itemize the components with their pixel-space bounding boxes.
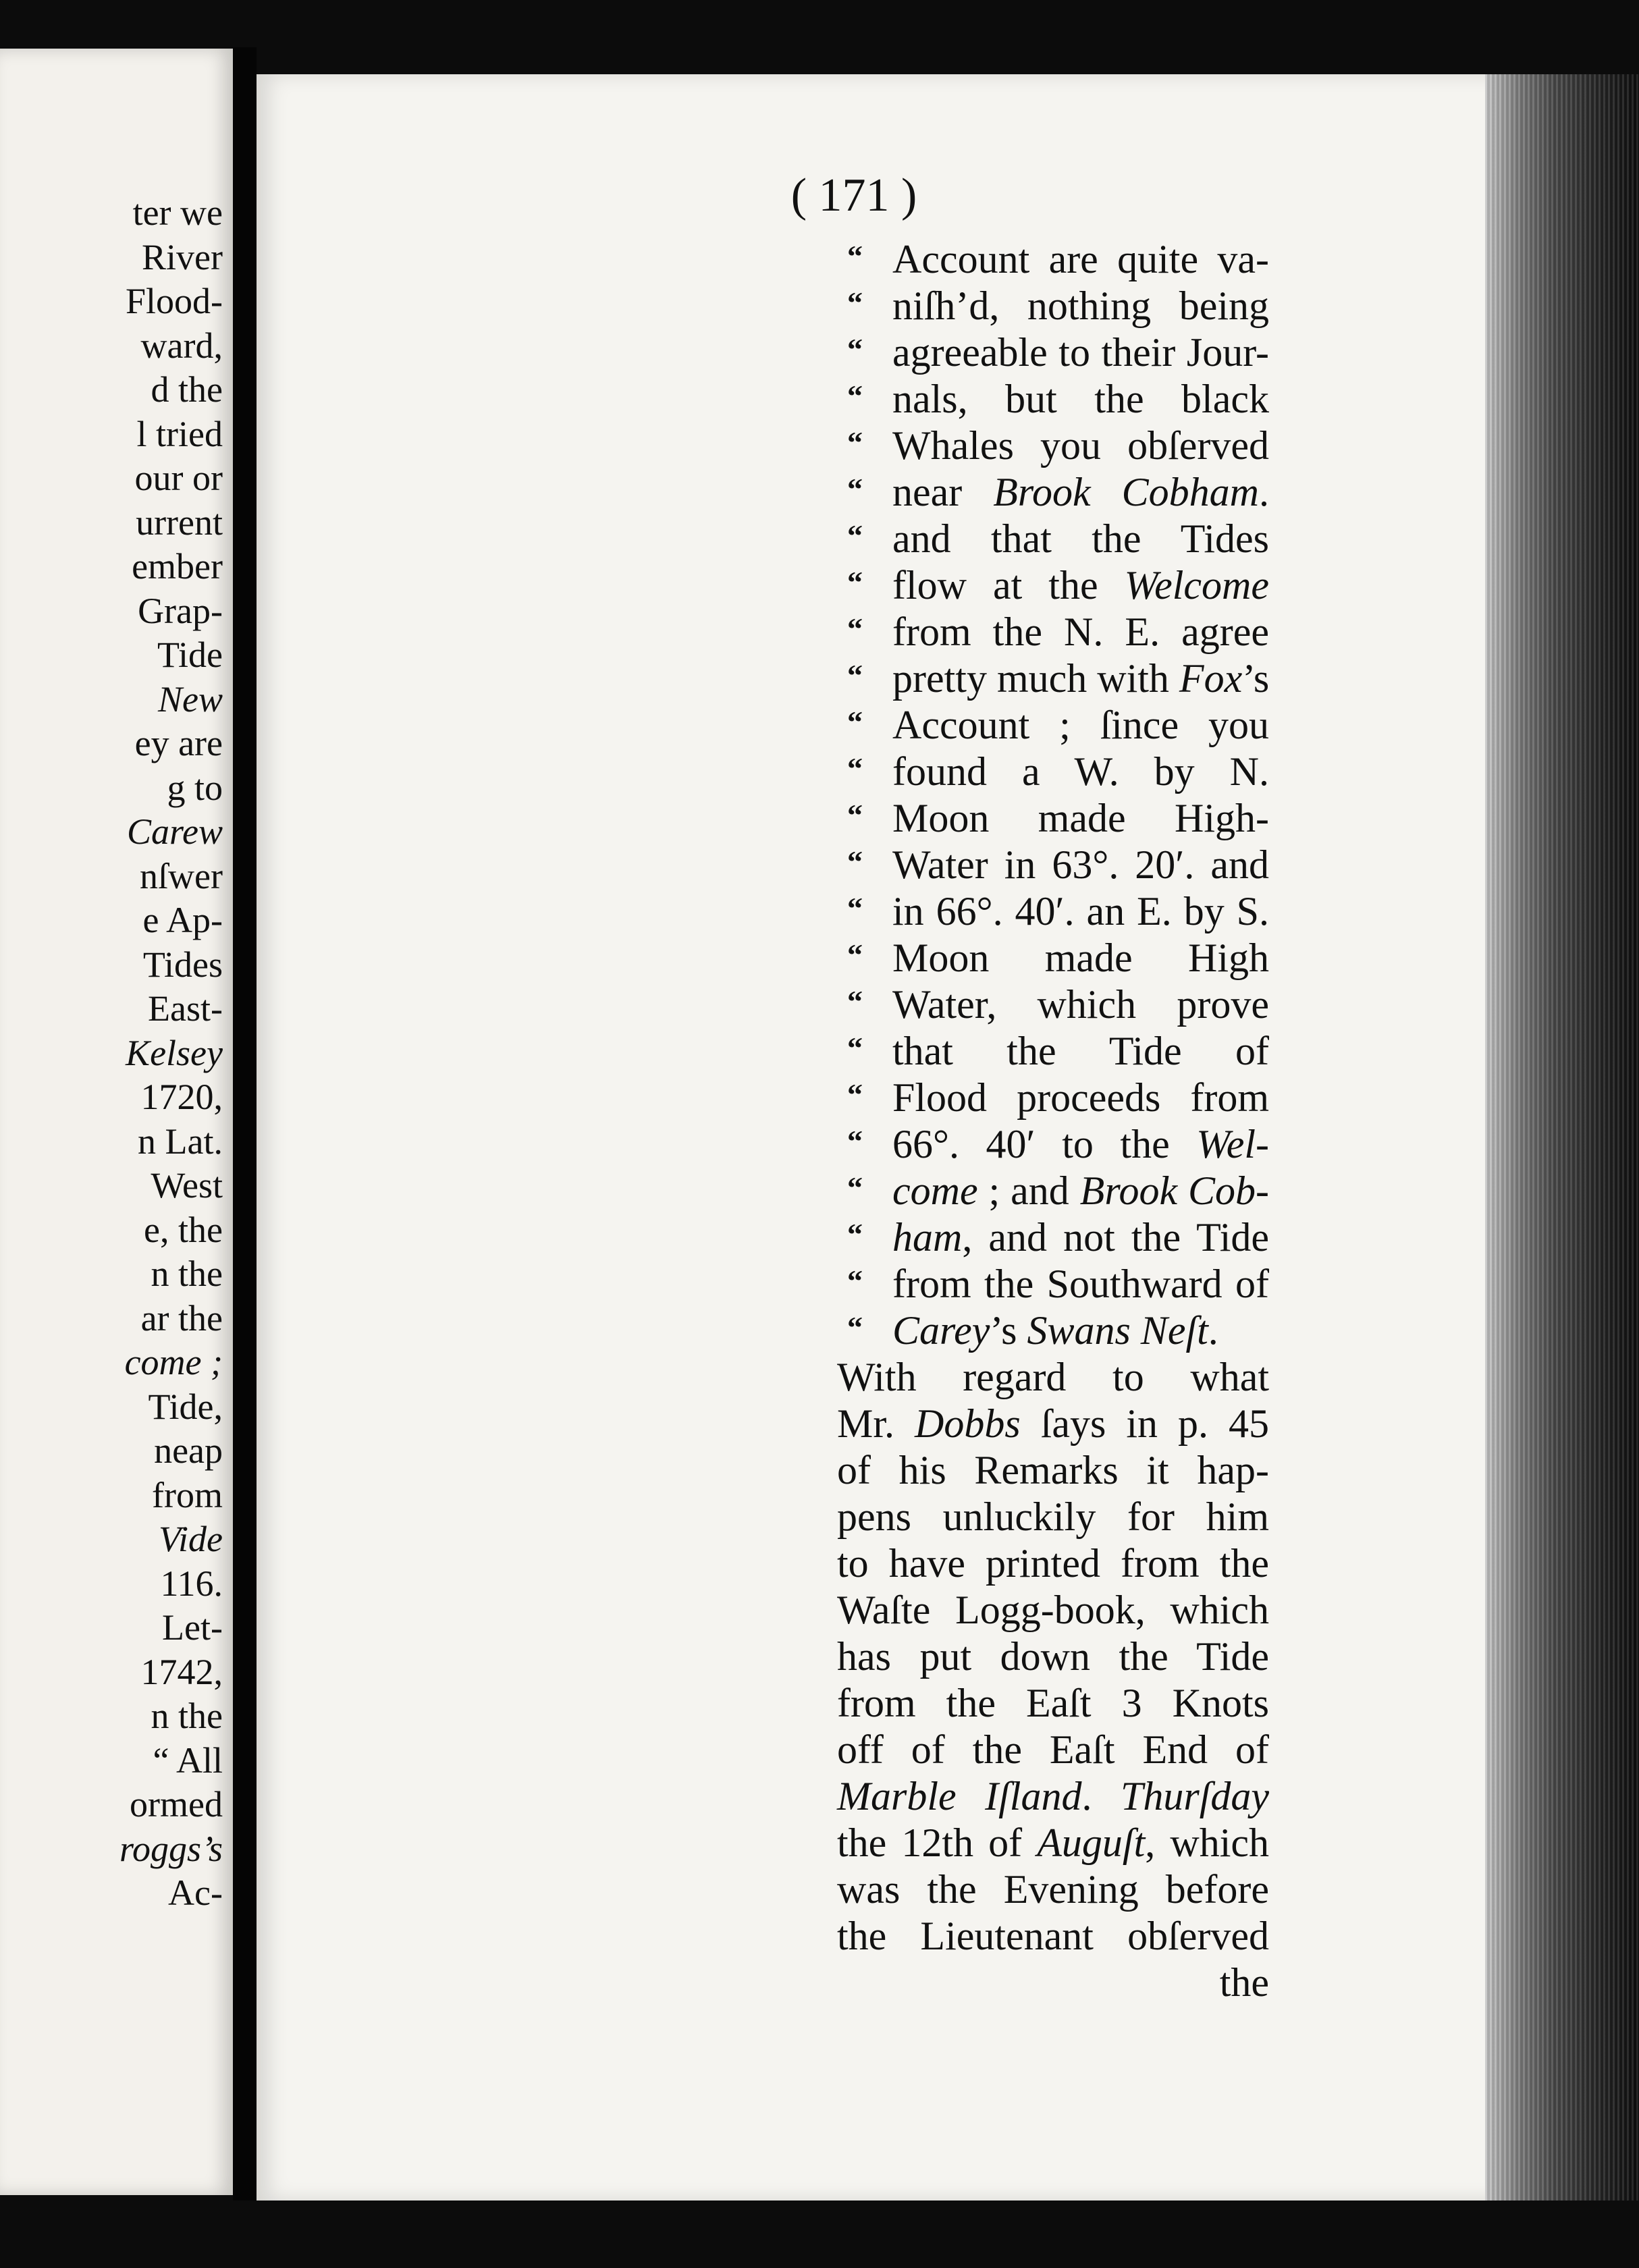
text-span: pens unluckily for him xyxy=(837,1494,1269,1539)
catchword: the xyxy=(1219,1960,1269,2005)
quotation-mark: “ xyxy=(847,938,863,972)
quotation-mark: “ xyxy=(847,518,863,553)
text-line xyxy=(892,1121,1269,1168)
quotation-mark: “ xyxy=(847,751,863,786)
text-line xyxy=(892,1168,1269,1214)
text-span: ’s xyxy=(1242,656,1270,701)
text-line xyxy=(837,1727,1269,1773)
quotation-mark: “ xyxy=(847,844,863,879)
italic-text: come xyxy=(892,1168,978,1213)
quotation-mark: “ xyxy=(847,891,863,925)
book-gutter xyxy=(233,47,257,2200)
quotation-mark: “ xyxy=(847,239,863,273)
italic-text: Thurſday xyxy=(1120,1774,1270,1818)
text-span: niſh’d, nothing being xyxy=(892,284,1269,328)
quotation-mark: “ xyxy=(847,1031,863,1065)
text-span: Moon made High xyxy=(892,936,1269,980)
italic-text: Brook Cobham xyxy=(993,470,1259,514)
text-span: , and not the Tide xyxy=(962,1215,1269,1260)
left-page-line: d the xyxy=(151,369,223,410)
text-span: Moon made High- xyxy=(892,796,1269,840)
quotation-mark: “ xyxy=(847,1310,863,1345)
text-line xyxy=(837,1820,1269,1866)
italic-text: Carey xyxy=(892,1308,990,1353)
text-span: Account are quite va- xyxy=(892,237,1269,281)
text-span: . xyxy=(1258,470,1269,514)
left-page-line: e, the xyxy=(144,1209,223,1250)
left-page-line: Tides xyxy=(142,944,223,985)
left-page-line: ey are xyxy=(134,723,223,763)
text-line xyxy=(892,562,1269,609)
left-page-line: River xyxy=(142,236,223,277)
quotation-mark: “ xyxy=(847,1264,863,1298)
left-page-line: Tide, xyxy=(148,1386,223,1427)
page-number: ( 171 ) xyxy=(790,169,917,221)
quotation-mark: “ xyxy=(847,1217,863,1251)
text-line xyxy=(892,981,1269,1028)
text-span: of his Remarks it hap- xyxy=(837,1448,1269,1492)
text-span: the 12th of xyxy=(837,1820,1038,1865)
left-page-line: Grap- xyxy=(138,590,223,631)
italic-text: Swans Neſt xyxy=(1027,1308,1208,1353)
text-span: found a W. by N. xyxy=(892,749,1269,794)
text-span: nals, but the black xyxy=(892,377,1269,421)
quotation-mark: “ xyxy=(847,286,863,320)
text-span: to have printed from the xyxy=(837,1541,1269,1586)
text-line xyxy=(837,1447,1269,1494)
text-span: Waſte Logg-book, which xyxy=(837,1588,1269,1632)
quotation-mark: “ xyxy=(847,1170,863,1205)
text-span: was the Evening before xyxy=(837,1867,1269,1912)
text-line xyxy=(837,1913,1269,1960)
left-page-line: Carew xyxy=(126,811,223,852)
text-span: ’s xyxy=(990,1308,1027,1353)
text-line xyxy=(837,1354,1269,1401)
italic-text: Dobbs xyxy=(915,1401,1021,1446)
text-line xyxy=(892,423,1269,469)
text-line xyxy=(837,1587,1269,1634)
quotation-mark: “ xyxy=(847,1124,863,1158)
text-span: ; and xyxy=(977,1168,1080,1213)
text-span: Account ; ſince you xyxy=(892,703,1269,747)
text-span: Water, which prove xyxy=(892,982,1269,1027)
quotation-mark: “ xyxy=(847,1077,863,1112)
text-line xyxy=(892,1075,1269,1121)
page-edge xyxy=(1485,74,1639,2200)
text-line xyxy=(892,1261,1269,1307)
italic-text: Brook Cob- xyxy=(1079,1168,1269,1213)
text-line xyxy=(892,935,1269,981)
text-span: Water in 63°. 20′. and xyxy=(892,842,1269,887)
italic-text: ham xyxy=(892,1215,963,1260)
quotation-mark: “ xyxy=(847,425,863,460)
italic-text: Wel- xyxy=(1196,1122,1269,1166)
italic-text: Welcome xyxy=(1124,563,1269,608)
left-page-line: e Ap- xyxy=(142,900,223,940)
text-line xyxy=(837,1680,1269,1727)
left-page-line: Flood- xyxy=(125,281,223,321)
left-page-line: l tried xyxy=(136,413,223,454)
left-page-line: 116. xyxy=(160,1563,223,1604)
text-span: from the N. E. agree xyxy=(892,610,1269,654)
left-page-line: neap xyxy=(154,1430,223,1471)
text-span: , which xyxy=(1145,1820,1269,1865)
left-page-line: “ All xyxy=(153,1739,223,1781)
text-line xyxy=(837,1773,1269,1820)
text-line xyxy=(892,1214,1269,1261)
quotation-mark: “ xyxy=(847,472,863,506)
left-page-line: our or xyxy=(134,458,223,498)
left-page-line: roggs’s xyxy=(119,1828,223,1869)
text-line xyxy=(837,1494,1269,1540)
left-page xyxy=(0,49,233,2195)
text-line xyxy=(892,1028,1269,1075)
quotation-mark: “ xyxy=(847,379,863,413)
text-span: Whales you obſerved xyxy=(892,423,1269,468)
left-page-line: n the xyxy=(151,1696,223,1736)
text-line xyxy=(892,1307,1269,1354)
left-page-line: from xyxy=(152,1474,223,1515)
left-page-line: 1720, xyxy=(140,1077,223,1117)
text-line xyxy=(892,795,1269,842)
quotation-mark: “ xyxy=(847,705,863,739)
text-span: in 66°. 40′. an E. by S. xyxy=(892,889,1269,934)
text-line xyxy=(892,283,1269,329)
text-span: and that the Tides xyxy=(892,516,1269,561)
text-line xyxy=(892,749,1269,795)
text-line xyxy=(837,1866,1269,1913)
left-page-line: Vide xyxy=(159,1519,223,1559)
left-page-line: n Lat. xyxy=(138,1120,223,1162)
left-page-line: Tide xyxy=(157,634,223,675)
italic-text: Auguſt xyxy=(1037,1820,1146,1865)
text-line xyxy=(892,236,1269,283)
left-page-line: nſwer xyxy=(140,855,223,896)
left-page-line: 1742, xyxy=(140,1651,223,1692)
text-span: near xyxy=(892,470,994,514)
text-span: Mr. xyxy=(837,1401,915,1446)
text-line xyxy=(892,516,1269,562)
text-span: 66°. 40′ to the xyxy=(892,1122,1197,1166)
text-span: . xyxy=(1081,1774,1121,1818)
text-span: . xyxy=(1208,1308,1218,1353)
text-span: agreeable to their Jour- xyxy=(892,330,1269,375)
quotation-mark: “ xyxy=(847,658,863,693)
quotation-mark: “ xyxy=(847,612,863,646)
text-line xyxy=(892,888,1269,935)
text-line xyxy=(892,329,1269,376)
text-line xyxy=(837,1401,1269,1447)
left-page-line: East- xyxy=(148,988,223,1029)
text-line xyxy=(892,609,1269,655)
quotation-mark: “ xyxy=(847,984,863,1019)
text-span: off of the Eaſt End of xyxy=(837,1727,1269,1772)
left-page-line: Let- xyxy=(162,1607,223,1648)
text-line xyxy=(892,842,1269,888)
left-page-line: West xyxy=(151,1165,223,1206)
left-page-line: ar the xyxy=(140,1297,223,1339)
left-page-line: urrent xyxy=(136,502,223,543)
italic-text: Marble Iſland xyxy=(837,1774,1082,1818)
text-span: ſays in p. 45 xyxy=(1020,1401,1269,1446)
text-span: has put down the Tide xyxy=(837,1634,1269,1679)
quotation-mark: “ xyxy=(847,798,863,832)
left-page-line: New xyxy=(157,678,223,720)
left-page-line: ter we xyxy=(132,192,223,233)
text-span: Flood proceeds from xyxy=(892,1075,1269,1120)
text-span: from the Southward of xyxy=(892,1262,1269,1306)
text-line xyxy=(892,376,1269,423)
quotation-mark: “ xyxy=(847,565,863,599)
left-page-line: n the xyxy=(151,1253,223,1294)
italic-text: Fox xyxy=(1179,656,1243,701)
left-page-line: Ac- xyxy=(168,1872,223,1913)
text-line xyxy=(837,1634,1269,1680)
text-span: from the Eaſt 3 Knots xyxy=(837,1681,1269,1725)
main-text-column xyxy=(837,236,1269,2006)
left-page-line: ember xyxy=(132,546,223,587)
left-page-line: come ; xyxy=(124,1342,223,1382)
text-span: flow at the xyxy=(892,563,1125,608)
left-page-line: Kelsey xyxy=(126,1032,223,1073)
text-span: With regard to what xyxy=(837,1355,1269,1399)
text-span: pretty much with xyxy=(892,656,1179,701)
left-page-line: g to xyxy=(167,767,223,808)
text-line xyxy=(892,702,1269,749)
left-page-line: ward, xyxy=(140,325,223,366)
quotation-mark: “ xyxy=(847,332,863,367)
text-span: the Lieutenant obſerved xyxy=(837,1914,1269,1958)
text-line xyxy=(892,469,1269,516)
text-span: that the Tide of xyxy=(892,1029,1269,1073)
text-line xyxy=(837,1540,1269,1587)
text-line xyxy=(892,655,1269,702)
left-page-line: ormed xyxy=(130,1784,223,1825)
